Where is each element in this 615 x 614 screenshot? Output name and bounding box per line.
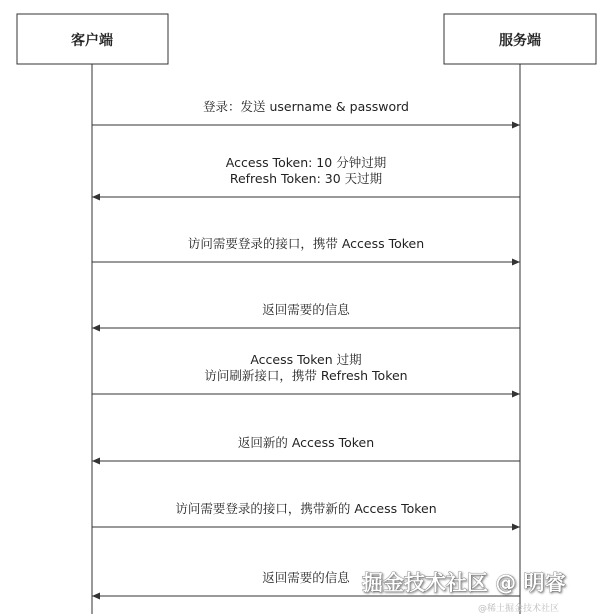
watermark-text: 掘金技术社区 @ 明睿 <box>362 571 566 595</box>
message-4-arrowhead <box>92 325 100 332</box>
message-5-label-line-2: 访问刷新接口，携带 Refresh Token <box>204 368 408 383</box>
message-6-label-line-1: 返回新的 Access Token <box>237 435 375 450</box>
message-6-arrowhead <box>92 458 100 465</box>
message-4-label-line-1: 返回需要的信息 <box>262 302 350 317</box>
message-6 <box>92 435 520 465</box>
watermark <box>362 571 566 614</box>
message-2-arrowhead <box>92 194 100 201</box>
message-5 <box>92 352 520 398</box>
watermark-small-text: @稀土掘金技术社区 <box>478 604 560 614</box>
message-2-label-line-2: Refresh Token: 30 天过期 <box>229 171 383 186</box>
message-3-arrowhead <box>512 259 520 266</box>
message-7-arrowhead <box>512 524 520 531</box>
message-3-label-line-1: 访问需要登录的接口，携带 Access Token <box>187 236 425 251</box>
server-actor-label: 服务端 <box>499 33 541 49</box>
message-8-label-line-1: 返回需要的信息 <box>262 570 350 585</box>
message-7 <box>92 501 520 531</box>
message-1-arrowhead <box>512 122 520 129</box>
message-4 <box>92 302 520 332</box>
message-5-label-line-1: Access Token 过期 <box>250 352 362 367</box>
message-1 <box>92 99 520 129</box>
message-3 <box>92 236 520 266</box>
message-2-label-line-1: Access Token: 10 分钟过期 <box>225 155 387 170</box>
message-8-arrowhead <box>92 593 100 600</box>
message-list <box>92 99 520 600</box>
client-actor-label: 客户端 <box>71 33 113 49</box>
message-7-label-line-1: 访问需要登录的接口，携带新的 Access Token <box>175 501 437 516</box>
message-2 <box>92 155 520 201</box>
message-5-arrowhead <box>512 391 520 398</box>
message-1-label-line-1: 登录：发送 username & password <box>202 99 410 114</box>
